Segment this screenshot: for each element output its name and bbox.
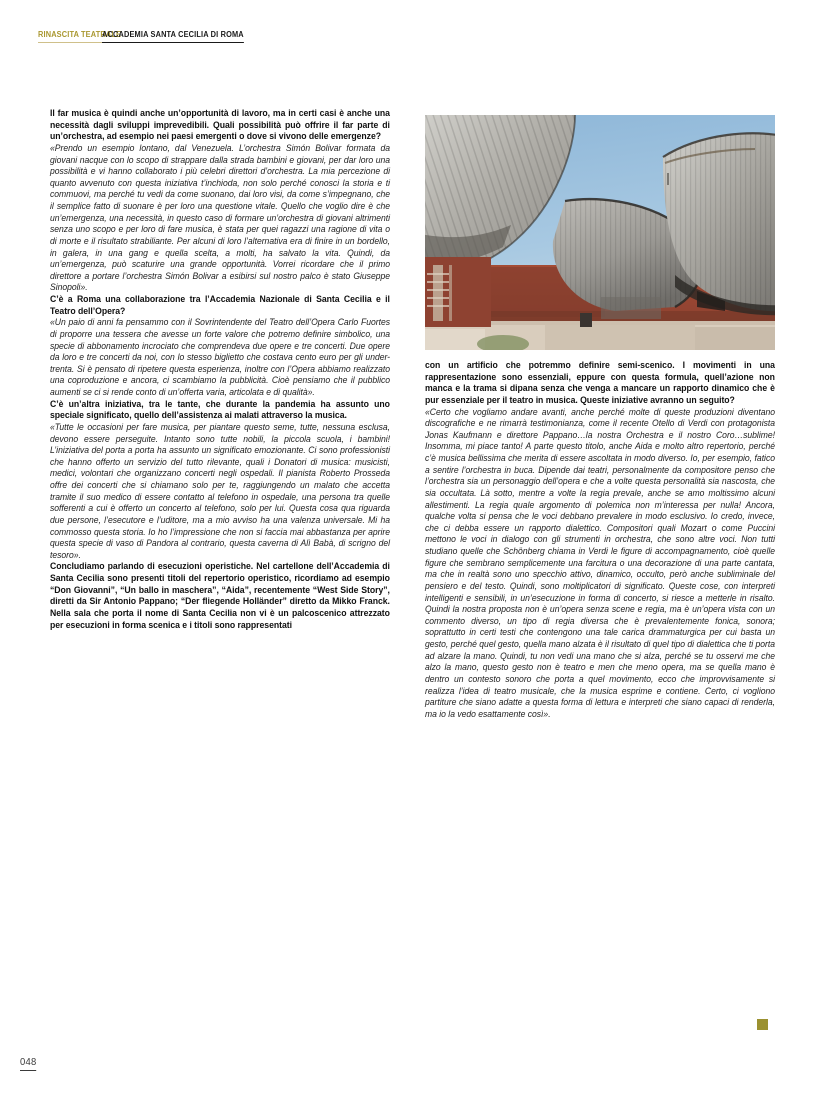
auditorium-photo-artwork (425, 115, 775, 350)
interview-answer: «Certo che vogliamo andare avanti, anche perché molte di queste produzioni diventano discografiche e ne rimarrà testimonianza, come il recente Otello di Verdi con protagonista Jonas Kaufmann e direttore Pappano…la nostra Orchestra e il nostro Coro…sublime! Insomma, mi piace tanto! A parte questo titolo, anche Aida e molto altro repertorio, perché c’è musica bellissima che merita di essere ascoltata in modo diverso. Io, per esempio, fatico a sentire l’orchestra in buca. Dipende dai teatri, personalmente da compositore penso che l’orchestra sia un personaggio dell’opera e che a volte questa personalità sia nascosta, che sia occultata. Là sotto, mentre a volte la regia prevale, anche se amo moltissimo alcuni allestimenti. La regia quale argomento di polemica non m’interessa per nulla! Ancora, qualche volta si pensa che le voci debbano prevalere in modo esclusivo. Io credo, invece, che ci debba essere un rapporto dialettico. Compositori quali Mozart o come Puccini mettono le voci in dialogo con gli strumenti in orchestra, che sono altre voci. Non tutti studiano quelle che Schönberg chiama in Verdi le figure di accompagnamento, cioè quelle figure che sembrano semplicemente una farcitura o una decorazione di una parte cantata, ma che in realtà sono uno specchio attivo, dinamico, occulto, però anche subliminale del pensiero e del testo. Quindi, sono moltiplicatori di significato. Queste cose, con interpreti intelligenti e sensibili, in un’esecuzione in forma di concerto, si riesce a metterle in risalto. Quindi la nostra proposta non è un’opera senza scene e regia, ma è un’opera vista con un commento diverso, un tipo di regia diversa che è prevalentemente fonica, sonora; soprattutto in certi testi che contengono una tale carica drammaturgica per cui basta un gesto, perché quel gesto, quella mano alzata è il risultato di quel tipo di dialettica che ti porta ad alzare la mano. Quindi, tu non vedi una mano che si alza, perché se tu osservi me che alzo la mano, questo gesto non è teatro e men che meno opera, ma se quella mano è dentro un contesto sonoro che porta a quel movimento, ecco che improvvisamente si realizza l’idea di teatro musicale, che la musica esprime e contiene. Certo, ci vogliono partiture che siano adatte a questa forma di lettura e interpreti che siano capaci di renderla, ma io la vedo esattamente così». (425, 406, 776, 719)
running-head-kicker: RINASCITA TEATRALE (38, 29, 121, 43)
page-number: 048 (20, 1056, 37, 1071)
interview-answer: «Tutte le occasioni per fare musica, per piantare questo seme, tutte, nessuna esclusa, devono essere perseguite. Intanto sono tutte nobili, la piccola scuola, i bambini! L’iniziativa del porta a porta ha assunto un significato emozionante. Ci sono professionisti che hanno offerto un servizio del tutto rilevante, quali i Donatori di musica: musicisti, medici, volontari che organizzano concerti negli ospedali. Il pianista Roberto Prosseda offre dei concerti che si chiamano solo per te, raggiungendo un malato che accetta tramite il suo medico di essere contatto al telefono in ospedale, una persona tra quelle sofferenti a cui è offerto un concerto al telefono, solo per lui. Questa cosa qua riguarda due persone, l’esecutore e l’uditore, ma a mio avviso ha una valenza universale. Mi ha commosso questa storia. Io ho l’impressione che non si faccia mai abbastanza per aprire questa specie di vaso di Pandora al contrario, questa caverna di Alì Babà, di scrigno del tesoro». (50, 421, 391, 560)
interview-question: C’è un’altra iniziativa, tra le tante, che durante la pandemia ha assunto uno speciale significato, quello dell’assistenza ai malati attraverso la musica. (50, 398, 390, 421)
running-head (38, 29, 782, 43)
end-of-article-mark (757, 1019, 768, 1030)
interview-question: Concludiamo parlando di esecuzioni operistiche. Nel cartellone dell’Accademia di Santa Cecilia sono presenti titoli del repertorio operistico, ricordiamo ad esempio “Don Giovanni”, “Un ballo in maschera”, “Aida”, recentemente “West Side Story”, diretti da Sir Antonio Pappano; “Der fliegende Holländer” diretto da Mikko Franck. Nella sala che porta il nome di Santa Cecilia non vi è un palcoscenico attrezzato per esecuzioni in forma scenica e i titoli sono rappresentati (50, 561, 390, 630)
interview-answer: «Un paio di anni fa pensammo con il Sovrintendente del Teatro dell’Opera Carlo Fuortes di proporre una tessera che avesse un forte valore che potremo definire simbolico, una specie di abbonamento incrociato che comprendeva due opere e tre concerti. Due opere da loro e tre concerti da noi, con lo stesso biglietto che costava cento euro per gli under-trenta. Si è pensato di ripetere questa esperienza, inoltre con l’Opera abbiamo realizzato una coproduzione e ancora, ci scambiamo la pubblicità. Cioè pensiamo che il pubblico aumenti se ci si rende conto di un’offerta varia, articolata e di qualità». (50, 317, 391, 397)
interview-question: con un artificio che potremmo definire semi-scenico. I movimenti in una rappresentazione sono essenziali, eppure con questa formula, quell’azione non manca e la trama si dipana senza che venga a mancare un rapporto dinamico che è pur essenziale per il teatro in musica. Queste iniziative avranno un seguito? (425, 360, 775, 405)
article-column-right (425, 360, 775, 720)
interview-question: Il far musica è quindi anche un’opportunità di lavoro, ma in certi casi è anche una necessità dagli sviluppi imprevedibili. Quali possibilità può offrire il far parte di un’orchestra, ad esempio nei paesi emergenti o dove si vivono delle emergenze? (50, 108, 390, 142)
running-head-title: ACCADEMIA SANTA CECILIA DI ROMA (102, 29, 244, 43)
auditorium-photo (425, 115, 775, 350)
interview-question: C’è a Roma una collaborazione tra l’Accademia Nazionale di Santa Cecilia e il Teatro dell’Opera? (50, 294, 390, 316)
article-column-left (50, 108, 390, 631)
interview-answer: «Prendo un esempio lontano, dal Venezuela. L’orchestra Simón Bolivar formata da giovani nacque con lo scopo di strappare dalla strada bambini e giovani, per dar loro una possibilità e vi hanno collaborato i più celebri direttori d’orchestra. La mia percezione di quanto avvenuto con questa iniziativa t’inchioda, non solo perché conosci la storia e ti commuovi, ma perché tu vedi da come suonano, dai loro visi, da come s’impegnano, che il semplice fatto di suonare è per loro una questione vitale. Quello che voglio dire è che un’emergenza, una necessità, in questo caso di formare un’orchestra di giovani altrimenti senza uno scopo e per loro di fare musica, è stata per quei ragazzi una ragione di vita o di morte e il risultato strabiliante. Per alcuni di loro l’alternativa era di finire in un bordello, in galera, in una gang e quella scelta, a molti, ha salvato la vita. Quindi, da un’emergenza, può scaturire una grande opportunità. Vorrei ricordare che il primo direttore a portare l’orchestra Simón Bolivar a esibirsi sul nostro palco è stato Giuseppe Sinopoli». (50, 142, 391, 293)
